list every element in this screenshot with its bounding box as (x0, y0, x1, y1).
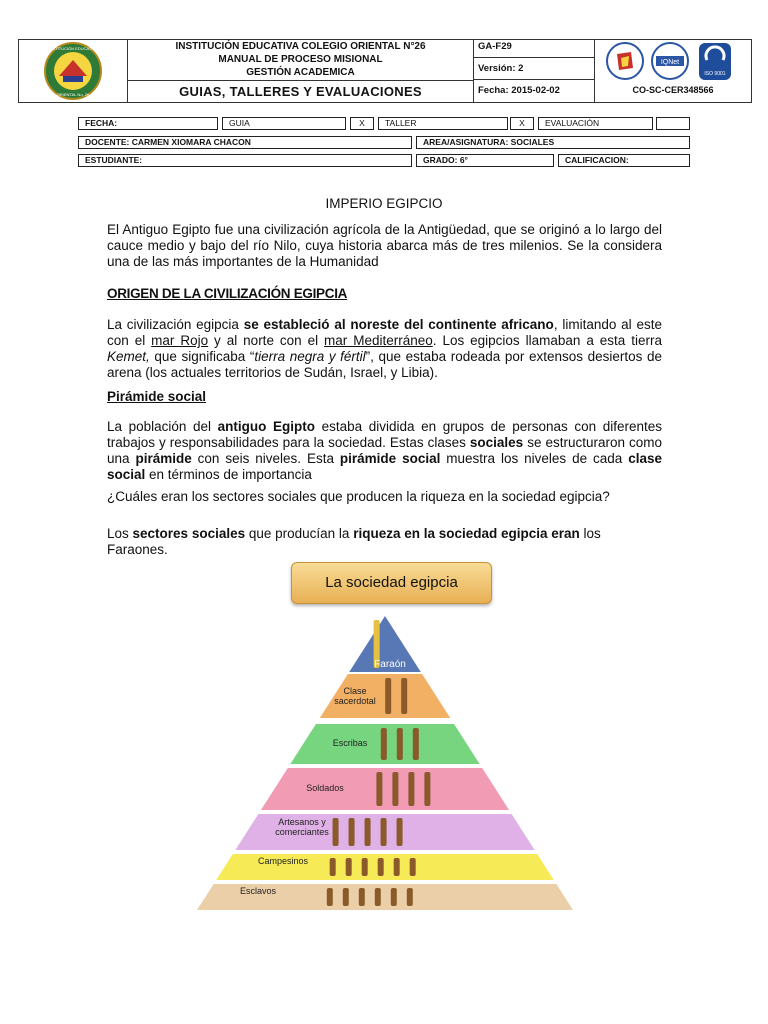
pyramid-figure-campesinos (346, 858, 352, 876)
pyramid-figure-esclavos (327, 888, 333, 906)
pyramid-heading: Pirámide social (107, 389, 207, 404)
pyramid-figure-esclavos (343, 888, 349, 906)
pyramid-figure-clase-sacerdotal (401, 678, 407, 714)
pyramid-figure-clase-sacerdotal (385, 678, 391, 714)
pyramid-figure-campesinos (410, 858, 416, 876)
pyramid-paragraph: La población del antiguo Egipto estaba dividida en grupos de personas con diferentes trabajos y responsabilidades para la sociedad. Estas clases sociales se estructuraron como una pirámide con seis niveles. Esta pirámide social muestra los niveles de cada clase social en términos de importancia (107, 419, 663, 482)
pyramid-figure-soldados (424, 772, 430, 806)
form-code: GA-F29 (474, 40, 594, 58)
pyramid-level-soldados: Soldados (306, 783, 344, 793)
pyramid-level-artesanos: Artesanos y comerciantes (275, 817, 329, 837)
pyramid-figure-soldados (376, 772, 382, 806)
area-field: AREA/ASIGNATURA: SOCIALES (416, 136, 690, 149)
document-header (18, 39, 752, 103)
guia-mark: X (350, 117, 374, 130)
pyramid-figure-artesanos (349, 818, 355, 846)
pyramid-figure-artesanos (365, 818, 371, 846)
evaluacion-option: EVALUACIÓN (538, 117, 653, 130)
evaluacion-mark (656, 117, 690, 130)
pyramid-figure-soldados (408, 772, 414, 806)
pyramid-level-esclavos: Esclavos (239, 886, 276, 896)
pyramid-figure-soldados (392, 772, 398, 806)
logo-text-bottom: ORIENTAL No. 26 (56, 92, 90, 97)
intro-paragraph: El Antiguo Egipto fue una civilización agrícola de la Antigüedad, que se originó a lo largo del cauce medio y bajo del río Nilo, cuya historia abarca más de tres milenios. Se la considera una de las más importantes de la Humanidad (107, 222, 662, 269)
grado-field: GRADO: 6° (416, 154, 554, 167)
pyramid-figure-artesanos (397, 818, 403, 846)
taller-mark: X (510, 117, 534, 130)
header-title-cell (128, 40, 474, 102)
school-logo (19, 40, 127, 102)
pyramid-title-banner: La sociedad egipcia (291, 562, 492, 604)
pyramid-figure-campesinos (362, 858, 368, 876)
pyramid-figure-escribas (413, 728, 419, 760)
iso-label: ISO 9001 (704, 71, 726, 77)
fecha-field: FECHA: (78, 117, 218, 130)
pyramid-level-campesinos: Campesinos (257, 856, 309, 866)
origin-paragraph: La civilización egipcia se estableció al noreste del continente africano, limitando al este con el mar Rojo y al norte con el mar Mediterráneo. Los egipcios llamaban a esta tierra Kemet, que significaba “tierra negra y fértil”, que estaba rodeada por extensos desiertos de arena (los actuales territorios de Sudán, Israel, y Libia). (107, 317, 662, 380)
guia-option: GUIA (222, 117, 346, 130)
certification-logos (595, 40, 751, 84)
estudiante-field: ESTUDIANTE: (78, 154, 412, 167)
pyramid-figure-esclavos (375, 888, 381, 906)
question: ¿Cuáles eran los sectores sociales que producen la riqueza en la sociedad egipcia? (107, 489, 610, 504)
issue-date: Fecha: 2015-02-02 (478, 85, 560, 96)
header-codes-cell (474, 40, 595, 102)
page-title: IMPERIO EGIPCIO (325, 196, 443, 211)
logo-text-top: INSTITUCIÓN EDUCATIVA (48, 46, 98, 51)
calificacion-field: CALIFICACION: (558, 154, 690, 167)
iqnet-label: IQNet (660, 59, 680, 66)
school-logo-cell (19, 40, 128, 102)
version: Versión: 2 (474, 58, 594, 80)
taller-option: TALLER (378, 117, 508, 130)
certificate-code: CO-SC-CER348566 (632, 85, 714, 95)
pyramid-figure-campesinos (394, 858, 400, 876)
management-name: GESTIÓN ACADEMICA (246, 67, 355, 78)
pyramid-figure-esclavos (407, 888, 413, 906)
pyramid-figure-escribas (397, 728, 403, 760)
pyramid-figure-campesinos (378, 858, 384, 876)
pyramid-level-clase-sacerdotal: Clase sacerdotal (334, 686, 376, 706)
document-type: GUIAS, TALLERES Y EVALUACIONES (179, 84, 422, 99)
answer: Los sectores sociales que producían la riqueza en la sociedad egipcia eran los Faraones. (107, 526, 601, 557)
manual-name: MANUAL DE PROCESO MISIONAL (218, 54, 383, 65)
pyramid-figure-esclavos (359, 888, 365, 906)
pyramid-figure-esclavos (391, 888, 397, 906)
social-pyramid (195, 612, 575, 916)
pyramid-level-faraon: Faraón (374, 659, 406, 670)
pyramid-figure-artesanos (381, 818, 387, 846)
origin-heading: ORIGEN DE LA CIVILIZACIÓN EGIPCIA (107, 286, 348, 301)
institution-name: INSTITUCIÓN EDUCATIVA COLEGIO ORIENTAL N°26 (175, 41, 426, 52)
pyramid-figure-campesinos (330, 858, 336, 876)
docente-field: DOCENTE: CARMEN XIOMARA CHACON (78, 136, 412, 149)
certifications-cell (595, 40, 751, 102)
pyramid-level-escribas: Escribas (332, 738, 368, 748)
